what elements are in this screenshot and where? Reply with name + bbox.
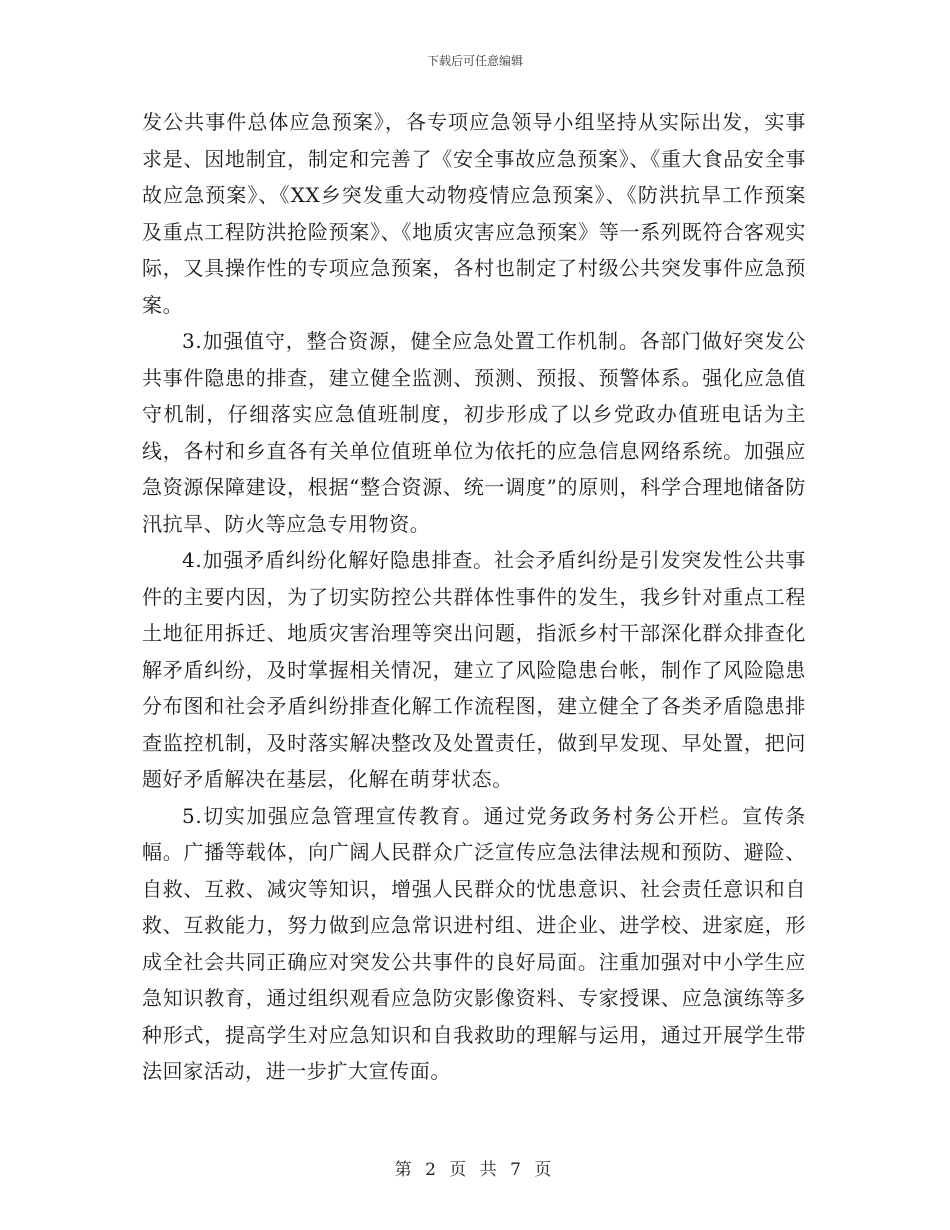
page-header: 下载后可任意编辑: [426, 54, 523, 68]
document-body: [142, 104, 806, 1090]
paragraph-item-3: 3.加强值守，整合资源，健全应急处置工作机制。各部门做好突发公共事件隐患的排查，建立健全监测、预测、预报、预警体系。强化应急值守机制，仔细落实应急值班制度，初步形成了以乡党政办值班电话为主线，各村和乡直各有关单位值班单位为依托的应急信息网络系统。加强应急资源保障建设，根据“整合资源、统一调度”的原则，科学合理地储备防汛抗旱、防火等应急专用物资。: [142, 329, 806, 536]
paragraph-item-5: 5.切实加强应急管理宣传教育。通过党务政务村务公开栏。宣传条幅。广播等载体，向广阔人民群众广泛宣传应急法律法规和预防、避险、自救、互救、减灾等知识，增强人民群众的忧患意识、社会责任意识和自救、互救能力，努力做到应急常识进村组、进企业、进学校、进家庭，形成全社会共同正确应对突发公共事件的良好局面。注重加强对中小学生应急知识教育，通过组织观看应急防灾影像资料、专家授课、应急演练等多种形式，提高学生对应急知识和自我救助的理解与运用，通过开展学生带法回家活动，进一步扩大宣传面。: [142, 803, 806, 1083]
paragraph-item-4: 4.加强矛盾纠纷化解好隐患排查。社会矛盾纠纷是引发突发性公共事件的主要内因，为了切实防控公共群体性事件的发生，我乡针对重点工程土地征用拆迁、地质灾害治理等突出问题，指派乡村干部深化群众排查化解矛盾纠纷，及时掌握相关情况，建立了风险隐患台帐，制作了风险隐患分布图和社会矛盾纠纷排查化解工作流程图，建立健全了各类矛盾隐患排查监控机制，及时落实解决整改及处置责任，做到早发现、早处置，把问题好矛盾解决在基层，化解在萌芽状态。: [142, 548, 806, 791]
page-footer: 第 2 页 共 7 页: [394, 1160, 556, 1180]
paragraph-continuation: 发公共事件总体应急预案》，各专项应急领导小组坚持从实际出发，实事求是、因地制宜，制定和完善了《安全事故应急预案》、《重大食品安全事故应急预案》、《XX乡突发重大动物疫情应急预案》、《防洪抗旱工作预案及重点工程防洪抢险预案》、《地质灾害应急预案》等一系列既符合客观实际，又具操作性的专项应急预案，各村也制定了村级公共突发事件应急预案。: [142, 110, 806, 317]
